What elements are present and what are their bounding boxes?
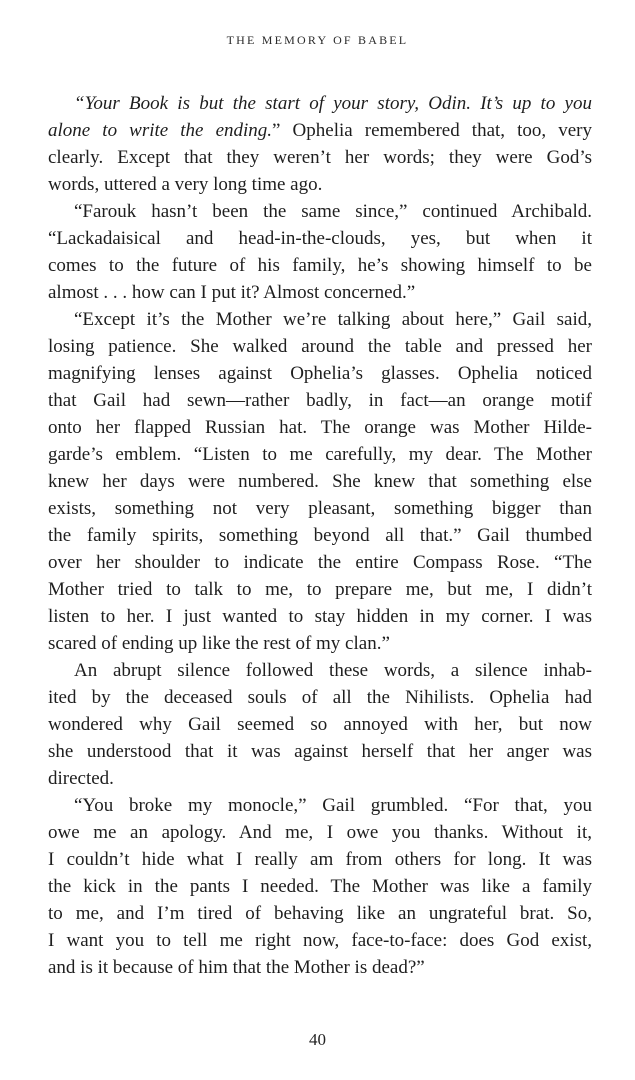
italic-text: “Your Book is but the start of your story, Odin. It’s up to you — [74, 93, 592, 114]
text-line — [48, 792, 592, 819]
text-segment: “You broke my monocle,” Gail grumbled. “For that, you — [74, 795, 592, 816]
text-segment: to me, and I’m tired of behaving like an ungrateful brat. So, — [48, 903, 592, 924]
paragraph — [48, 657, 592, 792]
body-text — [48, 90, 592, 981]
text-segment: ited by the deceased souls of all the Nihilists. Ophelia had — [48, 687, 592, 708]
text-segment: An abrupt silence followed these words, a silence inhab- — [74, 660, 592, 681]
text-line — [48, 387, 592, 414]
text-segment: I want you to tell me right now, face-to-face: does God exist, — [48, 930, 592, 951]
text-line — [48, 171, 592, 198]
text-segment: listen to her. I just wanted to stay hidden in my corner. I was — [48, 606, 592, 627]
running-head: THE MEMORY OF BABEL — [226, 33, 409, 47]
text-line — [48, 819, 592, 846]
text-segment: ” Ophelia remembered that, too, very — [272, 120, 592, 141]
text-segment: she understood that it was against herself that her anger was — [48, 741, 592, 762]
text-segment: onto her flapped Russian hat. The orange was Mother Hilde- — [48, 417, 592, 438]
page-number: 40 — [309, 1030, 326, 1049]
text-segment: I couldn’t hide what I really am from others for long. It was — [48, 849, 592, 870]
text-line — [48, 684, 592, 711]
text-segment: “Farouk hasn’t been the same since,” continued Archibald. — [74, 201, 592, 222]
text-line — [48, 360, 592, 387]
text-segment: clearly. Except that they weren’t her words; they were God’s — [48, 147, 592, 168]
text-segment: garde’s emblem. “Listen to me carefully, my dear. The Mother — [48, 444, 592, 465]
text-segment: knew her days were numbered. She knew that something else — [48, 471, 592, 492]
text-line — [48, 468, 592, 495]
text-line — [48, 144, 592, 171]
text-line — [48, 927, 592, 954]
text-segment: words, uttered a very long time ago. — [48, 174, 323, 195]
paragraph — [48, 198, 592, 306]
text-segment: “Except it’s the Mother we’re talking about here,” Gail said, — [74, 309, 592, 330]
text-line — [48, 576, 592, 603]
text-segment: magnifying lenses against Ophelia’s glasses. Ophelia noticed — [48, 363, 592, 384]
text-line — [48, 306, 592, 333]
text-segment: the kick in the pants I needed. The Mother was like a family — [48, 876, 592, 897]
text-segment: directed. — [48, 768, 114, 789]
text-segment: Mother tried to talk to me, to prepare me, but me, I didn’t — [48, 579, 592, 600]
text-segment: almost . . . how can I put it? Almost concerned.” — [48, 282, 416, 303]
text-segment: the family spirits, something beyond all that.” Gail thumbed — [48, 525, 592, 546]
italic-text: alone to write the ending. — [48, 120, 273, 141]
text-line — [48, 441, 592, 468]
text-line — [48, 279, 592, 306]
text-line — [48, 117, 592, 144]
text-line — [48, 252, 592, 279]
paragraph — [48, 792, 592, 981]
text-line — [48, 954, 592, 981]
text-segment: “Lackadaisical and head-in-the-clouds, yes, but when it — [48, 228, 592, 249]
text-segment: wondered why Gail seemed so annoyed with her, but now — [48, 714, 592, 735]
paragraph — [48, 306, 592, 657]
text-line — [48, 765, 592, 792]
text-line — [48, 549, 592, 576]
text-segment: that Gail had sewn—rather badly, in fact—an orange motif — [48, 390, 592, 411]
text-line — [48, 495, 592, 522]
text-line — [48, 873, 592, 900]
text-segment: owe me an apology. And me, I owe you thanks. Without it, — [48, 822, 592, 843]
text-line — [48, 414, 592, 441]
text-line — [48, 198, 592, 225]
text-line — [48, 711, 592, 738]
text-line — [48, 225, 592, 252]
paragraph — [48, 90, 592, 198]
text-line — [48, 90, 592, 117]
text-line — [48, 846, 592, 873]
text-segment: exists, something not very pleasant, something bigger than — [48, 498, 592, 519]
text-line — [48, 900, 592, 927]
text-line — [48, 522, 592, 549]
text-segment: comes to the future of his family, he’s showing himself to be — [48, 255, 592, 276]
text-segment: over her shoulder to indicate the entire Compass Rose. “The — [48, 552, 592, 573]
text-line — [48, 630, 592, 657]
text-segment: scared of ending up like the rest of my clan.” — [48, 633, 390, 654]
text-segment: and is it because of him that the Mother is dead?” — [48, 957, 425, 978]
text-line — [48, 333, 592, 360]
text-line — [48, 603, 592, 630]
text-line — [48, 738, 592, 765]
text-line — [48, 657, 592, 684]
text-segment: losing patience. She walked around the table and pressed her — [48, 336, 592, 357]
